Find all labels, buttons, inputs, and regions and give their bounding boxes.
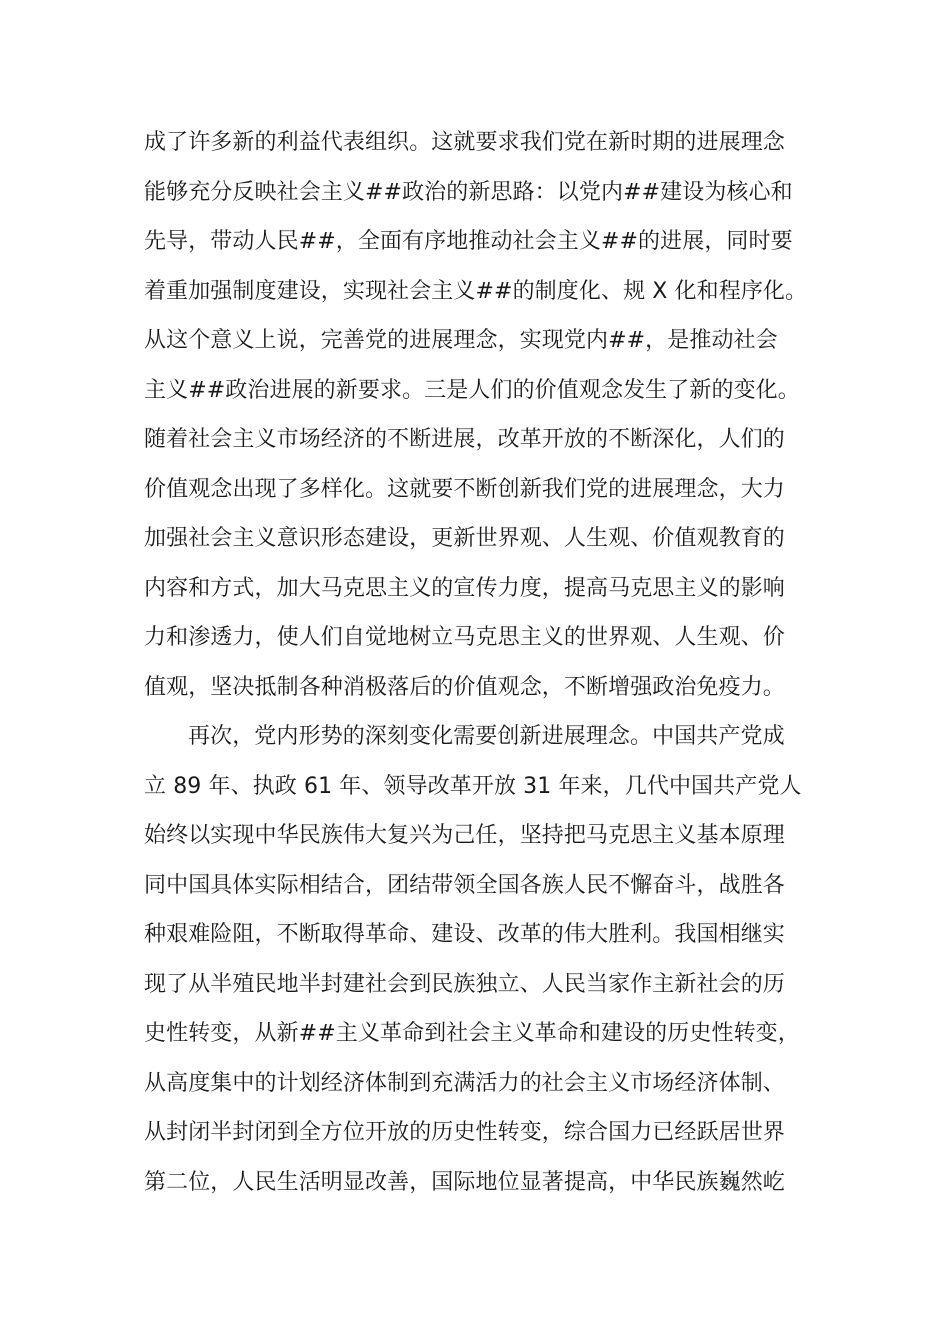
text-line: 值观，坚决抵制各种消极落后的价值观念，不断增强政治免疫力。 bbox=[144, 674, 785, 700]
text-line: 加强社会主义意识形态建设，更新世界观、人生观、价值观教育的 bbox=[144, 526, 785, 551]
text-line: 价值观念出现了多样化。这就要不断创新我们党的进展理念，大力 bbox=[144, 476, 785, 502]
text-line: 从高度集中的计划经济体制到充满活力的社会主义市场经济体制、 bbox=[144, 1070, 785, 1096]
text-line: 成了许多新的利益代表组织。这就要求我们党在新时期的进展理念 bbox=[144, 130, 785, 155]
text-line: 第二位，人民生活明显改善，国际地位显著提高，中华民族巍然屹 bbox=[144, 1169, 785, 1195]
text-line: 再次，党内形势的深刻变化需要创新进展理念。中国共产党成 bbox=[188, 724, 785, 749]
text-line: 种艰难险阻，不断取得革命、建设、改革的伟大胜利。我国相继实 bbox=[144, 922, 785, 947]
text-line: 从封闭半封闭到全方位开放的历史性转变，综合国力已经跃居世界 bbox=[144, 1120, 785, 1145]
text-line: 随着社会主义市场经济的不断进展，改革开放的不断深化，人们的 bbox=[144, 427, 785, 452]
text-line: 从这个意义上说，完善党的进展理念，实现党内##，是推动社会 bbox=[144, 328, 778, 353]
text-line: 能够充分反映社会主义##政治的新思路：以党内##建设为核心和 bbox=[144, 179, 793, 205]
text-line: 现了从半殖民地半封建社会到民族独立、人民当家作主新社会的历 bbox=[144, 971, 785, 997]
text-line: 主义##政治进展的新要求。三是人们的价值观念发生了新的变化。 bbox=[144, 377, 800, 403]
text-line: 力和渗透力，使人们自觉地树立马克思主义的世界观、人生观、价 bbox=[144, 625, 785, 650]
text-line: 着重加强制度建设，实现社会主义##的制度化、规 X 化和程序化。 bbox=[144, 278, 808, 304]
text-line: 同中国具体实际相结合，团结带领全国各族人民不懈奋斗，战胜各 bbox=[144, 872, 785, 898]
body-text bbox=[144, 118, 824, 1207]
text-line: 始终以实现中华民族伟大复兴为己任，坚持把马克思主义基本原理 bbox=[144, 823, 785, 848]
text-line: 内容和方式，加大马克思主义的宣传力度，提高马克思主义的影响 bbox=[144, 575, 785, 601]
text-line: 先导，带动人民##，全面有序地推动社会主义##的进展，同时要 bbox=[144, 229, 793, 254]
text-line: 立 89 年、执政 61 年、领导改革开放 31 年来，几代中国共产党人 bbox=[144, 773, 802, 799]
text-line: 史性转变，从新##主义革命到社会主义革命和建设的历史性转变， bbox=[144, 1021, 800, 1046]
